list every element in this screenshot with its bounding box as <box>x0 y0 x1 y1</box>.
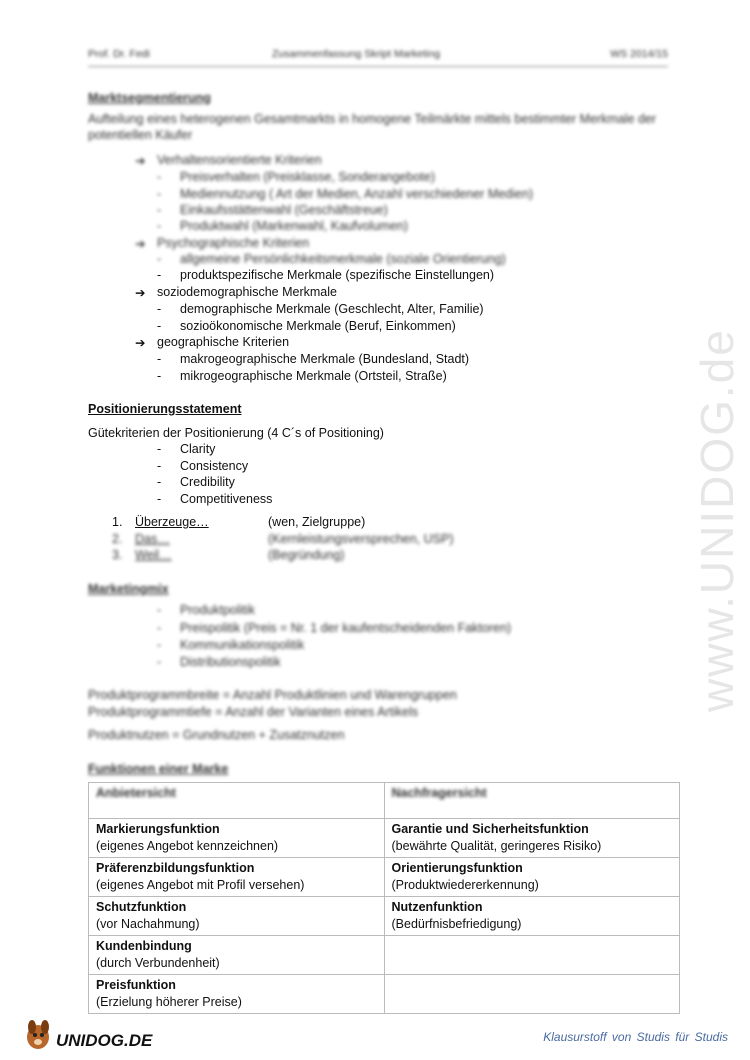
step-desc: (Begründung) <box>268 548 345 562</box>
criterion-item: Clarity <box>180 442 216 456</box>
watermark: www.UNIDOG.de <box>691 328 743 712</box>
mix-item: Distributionspolitik <box>180 655 281 669</box>
criteria-group-label: Psychographische Kriterien <box>157 236 310 250</box>
function-desc: (Produktwiedererkennung) <box>391 878 539 892</box>
criteria-item: makrogeographische Merkmale (Bundesland, Stadt) <box>180 352 470 366</box>
step-label: Weil… <box>135 548 172 562</box>
table-row <box>89 819 680 858</box>
criterion-item: Competitiveness <box>180 492 273 506</box>
function-desc: (eigenes Angebot kennzeichnen) <box>96 839 279 853</box>
positioning-intro: Gütekriterien der Positionierung (4 C´s of Positioning) <box>88 426 384 440</box>
header-semester: WS 2014/15 <box>610 48 668 60</box>
arrow-icon: ➔ <box>135 237 146 251</box>
function-title: Markierungsfunktion <box>96 822 220 836</box>
function-title: Nutzenfunktion <box>391 900 483 914</box>
criteria-item: allgemeine Persönlichkeitsmerkmale (soziale Orientierung) <box>180 252 506 266</box>
section-title-segmentation: Marktsegmentierung <box>88 91 211 105</box>
column-header-supplier: Anbietersicht <box>89 783 385 819</box>
table-row <box>89 858 680 897</box>
mix-line: Produktprogrammbreite = Anzahl Produktlinien und Warengruppen <box>88 688 457 702</box>
criteria-group-label: Verhaltensorientierte Kriterien <box>157 153 322 167</box>
step-label: Das… <box>135 532 170 546</box>
criterion-item: Consistency <box>180 459 249 473</box>
function-desc: (eigenes Angebot mit Profil versehen) <box>96 878 305 892</box>
table-row <box>89 936 680 975</box>
function-desc: (Erzielung höherer Preise) <box>96 995 242 1009</box>
criteria-item: Einkaufsstättenwahl (Geschäftstreue) <box>180 203 388 217</box>
criterion-item: Credibility <box>180 475 235 489</box>
page-header <box>88 44 668 67</box>
step-label: Überzeuge… <box>135 515 209 529</box>
function-desc: (vor Nachahmung) <box>96 917 200 931</box>
footer-tagline: Klausurstoff von Studis für Studis <box>543 1030 728 1044</box>
function-title: Preisfunktion <box>96 978 176 992</box>
function-desc: (durch Verbundenheit) <box>96 956 220 970</box>
step-desc: (wen, Zielgruppe) <box>268 515 366 529</box>
arrow-icon: ➔ <box>135 286 146 300</box>
criteria-group-label: soziodemographische Merkmale <box>157 285 337 299</box>
table-header-row <box>89 783 680 819</box>
function-title: Kundenbindung <box>96 939 192 953</box>
dog-icon <box>22 1015 172 1055</box>
mix-item: Kommunikationspolitik <box>180 638 305 652</box>
unidog-logo <box>22 1015 172 1055</box>
function-title: Schutzfunktion <box>96 900 187 914</box>
header-author: Prof. Dr. Fedi <box>88 48 150 60</box>
section-title-brand: Funktionen einer Marke <box>88 762 229 776</box>
column-header-demand: Nachfragersicht <box>384 783 680 819</box>
step-number: 1. <box>112 515 123 529</box>
mix-line: Produktprogrammtiefe = Anzahl der Varianten eines Artikels <box>88 705 419 719</box>
segmentation-intro-2: potentiellen Käufer <box>88 128 193 142</box>
step-desc: (Kernleistungsversprechen, USP) <box>268 532 454 546</box>
svg-text:UNIDOG.DE: UNIDOG.DE <box>56 1031 153 1050</box>
criteria-item: demographische Merkmale (Geschlecht, Alter, Familie) <box>180 302 484 316</box>
mix-item: Produktpolitik <box>180 603 256 617</box>
header-title: Zusammenfassung Skript Marketing <box>272 48 441 60</box>
function-desc: (Bedürfnisbefriedigung) <box>391 917 522 931</box>
mix-item: Preispolitik (Preis = Nr. 1 der kaufentscheidenden Faktoren) <box>180 621 512 635</box>
criteria-item: mikrogeographische Merkmale (Ortsteil, Straße) <box>180 369 447 383</box>
arrow-icon: ➔ <box>135 336 146 350</box>
criteria-item: produktspezifische Merkmale (spezifische Einstellungen) <box>180 268 495 282</box>
section-title-positioning: Positionierungsstatement <box>88 402 242 416</box>
table-row <box>89 975 680 1014</box>
criteria-item: Mediennutzung ( Art der Medien, Anzahl verschiedener Medien) <box>180 187 533 201</box>
step-number: 3. <box>112 548 123 562</box>
step-number: 2. <box>112 532 123 546</box>
criteria-group-label: geographische Kriterien <box>157 335 290 349</box>
segmentation-intro-1: Aufteilung eines heterogenen Gesamtmarkts in homogene Teilmärkte mittels bestimmter Merkmale der <box>88 112 657 126</box>
arrow-icon: ➔ <box>135 154 146 168</box>
mix-line: Produktnutzen = Grundnutzen + Zusatznutzen <box>88 728 345 742</box>
criteria-item: Produktwahl (Markenwahl, Kaufvolumen) <box>180 219 408 233</box>
function-title: Garantie und Sicherheitsfunktion <box>391 822 589 836</box>
criteria-item: Preisverhalten (Preisklasse, Sonderangebote) <box>180 170 435 184</box>
function-desc: (bewährte Qualität, geringeres Risiko) <box>391 839 602 853</box>
criteria-item: sozioökonomische Merkmale (Beruf, Einkommen) <box>180 319 456 333</box>
section-title-mix: Marketingmix <box>88 582 169 596</box>
table-row <box>89 897 680 936</box>
function-title: Orientierungsfunktion <box>391 861 523 875</box>
brand-functions-table <box>88 782 680 1014</box>
function-title: Präferenzbildungsfunktion <box>96 861 255 875</box>
